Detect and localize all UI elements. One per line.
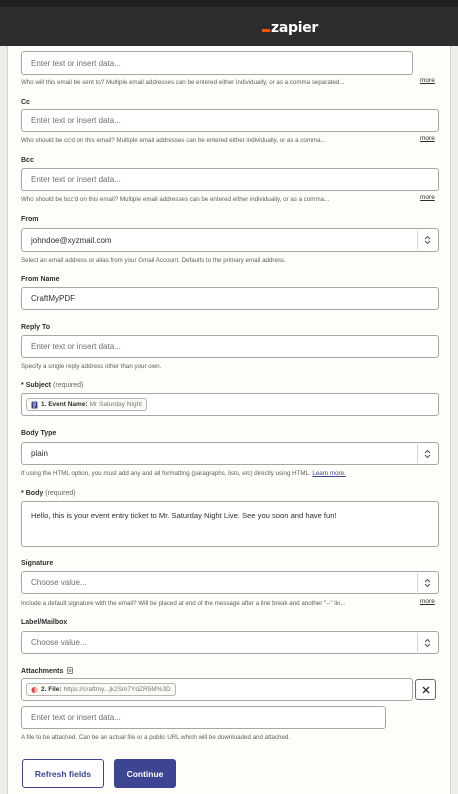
signature-more-link[interactable]: more <box>420 598 435 605</box>
continue-button[interactable]: Continue <box>114 759 176 788</box>
label-mailbox-label: Label/Mailbox <box>21 619 68 626</box>
refresh-fields-button[interactable]: Refresh fields <box>22 759 104 788</box>
subject-label: * Subject (required) <box>21 382 84 389</box>
from-value: johndoe@xyzmail.com <box>31 235 112 245</box>
from-name-input[interactable]: CraftMyPDF <box>21 287 439 310</box>
updown-chevron-icon[interactable] <box>417 573 437 592</box>
close-icon <box>422 686 430 694</box>
remove-attachment-button[interactable] <box>415 679 436 700</box>
attachment-input-2[interactable]: Enter text or insert data... <box>21 706 386 729</box>
to-input[interactable]: Enter text or insert data... <box>21 51 413 75</box>
attachments-label: Attachments <box>21 667 73 675</box>
required-note: (required) <box>53 382 84 389</box>
reply-to-input[interactable]: Enter text or insert data... <box>21 335 439 358</box>
required-asterisk: * <box>21 382 24 389</box>
craftmypdf-app-icon <box>31 686 38 694</box>
signature-label: Signature <box>21 560 54 567</box>
event-app-icon <box>31 401 38 409</box>
attachment-input-1[interactable] <box>21 678 413 701</box>
label-mailbox-placeholder: Choose value... <box>31 638 87 647</box>
updown-chevron-icon[interactable] <box>417 230 437 250</box>
cc-more-link[interactable]: more <box>420 135 435 142</box>
reply-to-help-text: Specify a single reply address other than your own. <box>21 363 162 370</box>
bcc-label: Bcc <box>21 157 34 164</box>
action-form-panel <box>7 46 451 794</box>
from-select[interactable] <box>21 228 439 252</box>
cc-input[interactable]: Enter text or insert data... <box>21 109 439 132</box>
bcc-input[interactable]: Enter text or insert data... <box>21 168 439 191</box>
label-mailbox-select[interactable] <box>21 631 439 654</box>
app-header <box>0 0 458 46</box>
bcc-help-text: Who should be bcc'd on this email? Multiple email addresses can be entered either individually, or as a comma... <box>21 196 330 203</box>
signature-placeholder: Choose value... <box>31 578 87 587</box>
body-type-value: plain <box>31 449 48 458</box>
body-label: * Body (required) <box>21 490 76 497</box>
cc-label: Cc <box>21 99 30 106</box>
required-note: (required) <box>45 490 76 497</box>
subject-data-pill[interactable]: 1. Event Name: Mr Saturday Night <box>26 398 147 411</box>
required-asterisk: * <box>21 490 24 497</box>
learn-more-link[interactable]: Learn more. <box>312 470 346 477</box>
subject-input[interactable] <box>21 393 439 416</box>
body-textarea[interactable]: Hello, this is your event entry ticket to Mr. Saturday Night Live. See you soon and have fun! <box>21 501 439 547</box>
attachment-data-pill[interactable]: 2. File: https://craftmy...jk2Sm7YdZR5M%3D <box>26 683 176 696</box>
body-type-select[interactable] <box>21 442 439 465</box>
attachments-help-text: A file to be attached. Can be an actual file or a public URL which will be downloaded and attached. <box>21 734 291 741</box>
to-help-text: Who will this email be sent to? Multiple email addresses can be entered either individually, or as a comma separated... <box>21 79 345 86</box>
window-top-strip <box>0 0 458 7</box>
updown-chevron-icon[interactable] <box>417 633 437 652</box>
zapier-logo: zapier <box>262 20 318 36</box>
reply-to-label: Reply To <box>21 324 51 331</box>
cc-help-text: Who should be cc'd on this email? Multiple email addresses can be entered either individually, or as a comma... <box>21 137 326 144</box>
from-help-text: Select an email address or alias from your Gmail Account. Defaults to the primary email address. <box>21 257 286 264</box>
from-name-label: From Name <box>21 276 60 283</box>
logo-dash <box>262 29 270 32</box>
updown-chevron-icon[interactable] <box>417 444 437 463</box>
body-type-label: Body Type <box>21 430 57 437</box>
to-more-link[interactable]: more <box>420 77 435 84</box>
signature-help-text: Include a default signature with the email? Will be placed at end of the message after a line break and another "--" lin... <box>21 600 346 607</box>
bcc-more-link[interactable]: more <box>420 194 435 201</box>
signature-select[interactable] <box>21 571 439 594</box>
body-type-help-text: If using the HTML option, you must add any and all formatting (paragraphs, lists, etc) directly using HTML. Learn more. <box>21 470 346 477</box>
list-icon <box>67 667 73 674</box>
from-label: From <box>21 216 39 223</box>
